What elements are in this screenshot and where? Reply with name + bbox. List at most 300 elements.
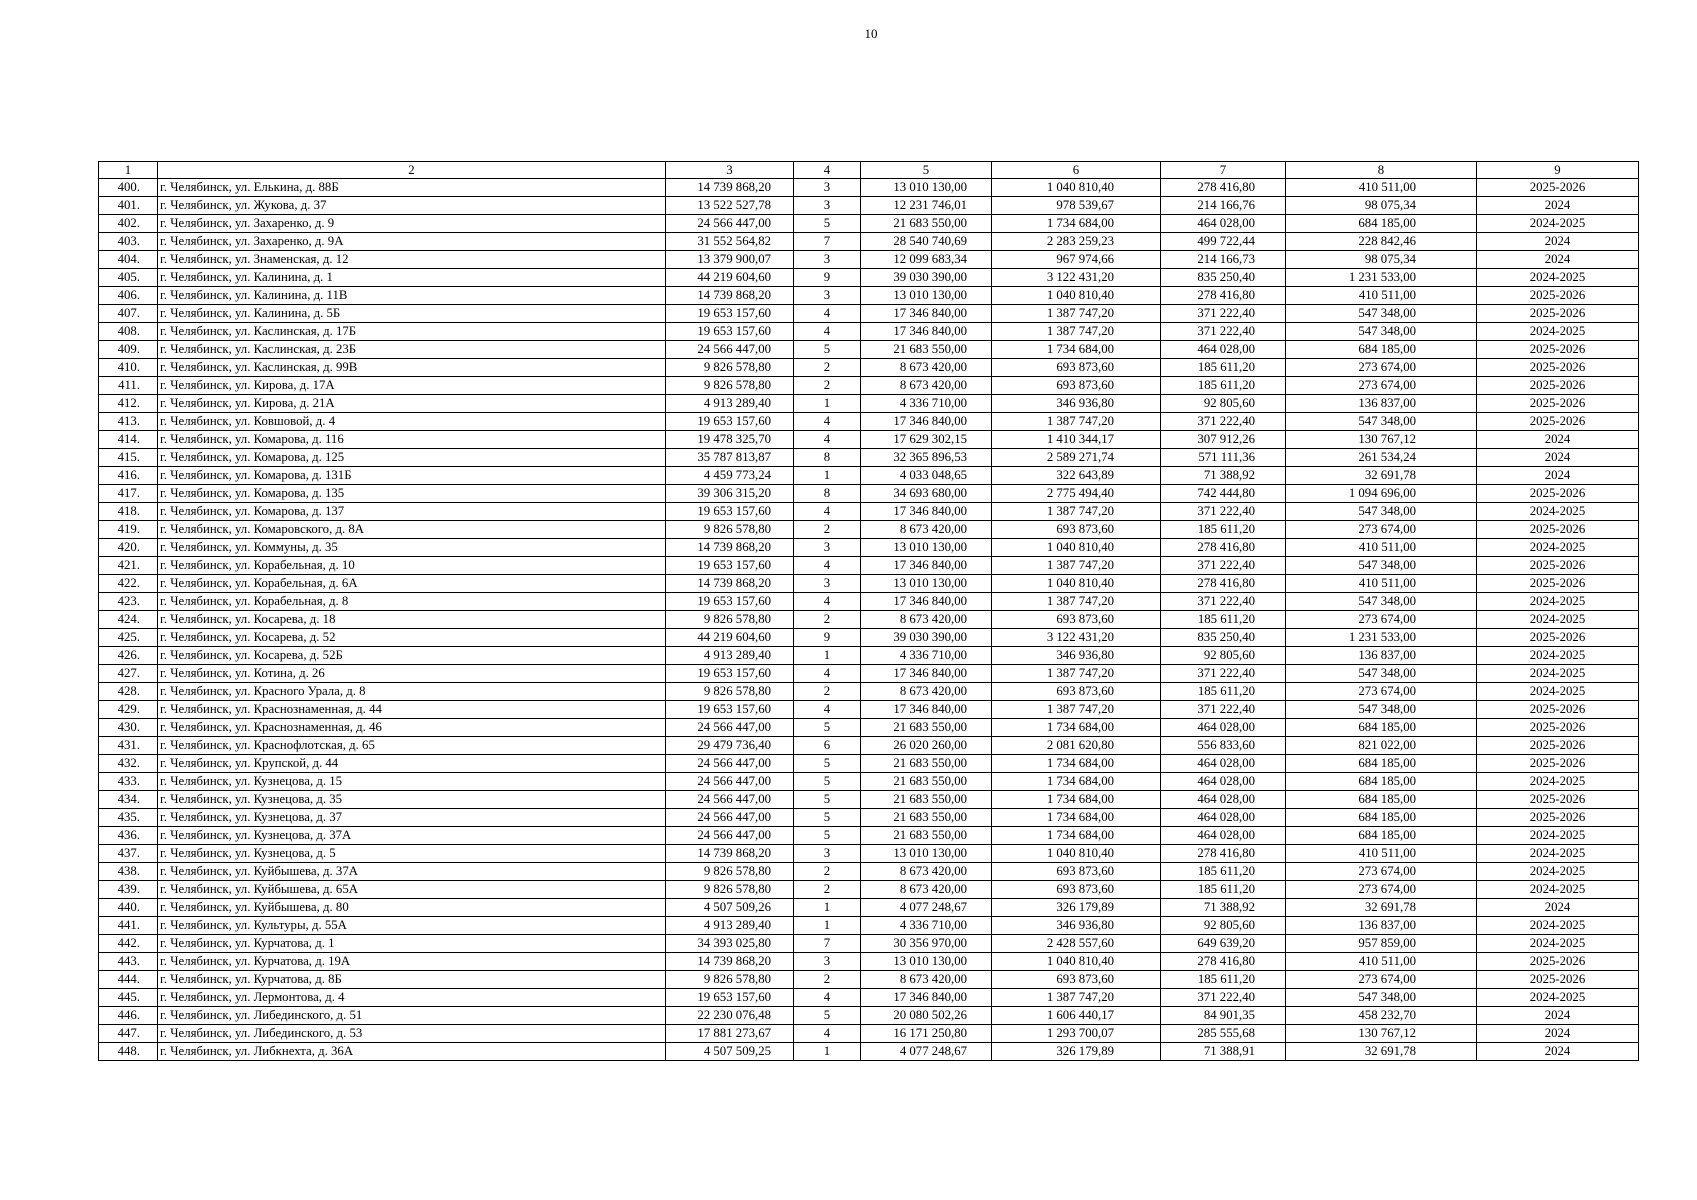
col4-cell: 5	[794, 755, 861, 773]
address-cell: г. Челябинск, ул. Захаренко, д. 9	[158, 215, 666, 233]
col7-cell: 92 805,60	[1161, 647, 1286, 665]
address-cell: г. Челябинск, ул. Кузнецова, д. 5	[158, 845, 666, 863]
table-row	[99, 611, 1639, 629]
col5-cell: 17 346 840,00	[861, 665, 992, 683]
row-number-cell: 411.	[99, 377, 158, 395]
table-row	[99, 899, 1639, 917]
col5-cell: 21 683 550,00	[861, 827, 992, 845]
col8-cell: 273 674,00	[1286, 863, 1477, 881]
col4-cell: 1	[794, 395, 861, 413]
period-cell: 2025-2026	[1477, 341, 1639, 359]
col5-cell: 4 077 248,67	[861, 1043, 992, 1061]
col8-cell: 130 767,12	[1286, 1025, 1477, 1043]
address-cell: г. Челябинск, ул. Каслинская, д. 99В	[158, 359, 666, 377]
row-number-cell: 419.	[99, 521, 158, 539]
address-cell: г. Челябинск, ул. Куйбышева, д. 80	[158, 899, 666, 917]
col7-cell: 71 388,92	[1161, 899, 1286, 917]
col3-cell: 44 219 604,60	[666, 629, 794, 647]
address-cell: г. Челябинск, ул. Жукова, д. 37	[158, 197, 666, 215]
col6-cell: 2 589 271,74	[992, 449, 1161, 467]
col5-cell: 8 673 420,00	[861, 863, 992, 881]
col3-cell: 44 219 604,60	[666, 269, 794, 287]
col4-cell: 4	[794, 701, 861, 719]
col3-cell: 14 739 868,20	[666, 575, 794, 593]
col5-cell: 13 010 130,00	[861, 287, 992, 305]
col6-cell: 1 387 747,20	[992, 413, 1161, 431]
address-cell: г. Челябинск, ул. Коммуны, д. 35	[158, 539, 666, 557]
table-row	[99, 431, 1639, 449]
header-cell: 3	[666, 162, 794, 179]
col3-cell: 24 566 447,00	[666, 341, 794, 359]
address-cell: г. Челябинск, ул. Либкнехта, д. 36А	[158, 1043, 666, 1061]
col5-cell: 17 346 840,00	[861, 323, 992, 341]
col5-cell: 12 231 746,01	[861, 197, 992, 215]
col5-cell: 21 683 550,00	[861, 341, 992, 359]
period-cell: 2024-2025	[1477, 881, 1639, 899]
table-row	[99, 629, 1639, 647]
col3-cell: 9 826 578,80	[666, 377, 794, 395]
col4-cell: 7	[794, 935, 861, 953]
col6-cell: 1 387 747,20	[992, 665, 1161, 683]
table-row	[99, 755, 1639, 773]
col8-cell: 957 859,00	[1286, 935, 1477, 953]
col4-cell: 1	[794, 899, 861, 917]
col6-cell: 1 040 810,40	[992, 287, 1161, 305]
col8-cell: 684 185,00	[1286, 719, 1477, 737]
col5-cell: 13 010 130,00	[861, 845, 992, 863]
period-cell: 2025-2026	[1477, 791, 1639, 809]
col8-cell: 547 348,00	[1286, 557, 1477, 575]
table-row	[99, 845, 1639, 863]
table-row	[99, 863, 1639, 881]
col5-cell: 21 683 550,00	[861, 791, 992, 809]
col3-cell: 19 653 157,60	[666, 701, 794, 719]
col6-cell: 1 410 344,17	[992, 431, 1161, 449]
col6-cell: 346 936,80	[992, 395, 1161, 413]
col5-cell: 17 346 840,00	[861, 989, 992, 1007]
table-row	[99, 971, 1639, 989]
col3-cell: 19 653 157,60	[666, 503, 794, 521]
table-row	[99, 719, 1639, 737]
col8-cell: 32 691,78	[1286, 899, 1477, 917]
col8-cell: 684 185,00	[1286, 809, 1477, 827]
col7-cell: 71 388,91	[1161, 1043, 1286, 1061]
row-number-cell: 403.	[99, 233, 158, 251]
col7-cell: 307 912,26	[1161, 431, 1286, 449]
address-cell: г. Челябинск, ул. Каслинская, д. 17Б	[158, 323, 666, 341]
col5-cell: 21 683 550,00	[861, 773, 992, 791]
col4-cell: 3	[794, 197, 861, 215]
header-cell: 7	[1161, 162, 1286, 179]
table-row	[99, 215, 1639, 233]
table-row	[99, 665, 1639, 683]
col3-cell: 4 459 773,24	[666, 467, 794, 485]
col4-cell: 4	[794, 323, 861, 341]
col7-cell: 185 611,20	[1161, 611, 1286, 629]
col8-cell: 32 691,78	[1286, 467, 1477, 485]
row-number-cell: 441.	[99, 917, 158, 935]
row-number-cell: 448.	[99, 1043, 158, 1061]
header-cell: 1	[99, 162, 158, 179]
table-row	[99, 287, 1639, 305]
col3-cell: 9 826 578,80	[666, 863, 794, 881]
col3-cell: 14 739 868,20	[666, 179, 794, 197]
row-number-cell: 426.	[99, 647, 158, 665]
col7-cell: 556 833,60	[1161, 737, 1286, 755]
col3-cell: 9 826 578,80	[666, 881, 794, 899]
col6-cell: 1 387 747,20	[992, 701, 1161, 719]
col5-cell: 17 346 840,00	[861, 593, 992, 611]
col3-cell: 19 653 157,60	[666, 665, 794, 683]
col8-cell: 273 674,00	[1286, 683, 1477, 701]
col4-cell: 2	[794, 971, 861, 989]
col8-cell: 821 022,00	[1286, 737, 1477, 755]
col6-cell: 967 974,66	[992, 251, 1161, 269]
table-row	[99, 467, 1639, 485]
col7-cell: 835 250,40	[1161, 629, 1286, 647]
col4-cell: 7	[794, 233, 861, 251]
row-number-cell: 445.	[99, 989, 158, 1007]
col4-cell: 4	[794, 989, 861, 1007]
col8-cell: 136 837,00	[1286, 395, 1477, 413]
period-cell: 2024-2025	[1477, 593, 1639, 611]
col5-cell: 8 673 420,00	[861, 971, 992, 989]
address-cell: г. Челябинск, ул. Комарова, д. 137	[158, 503, 666, 521]
row-number-cell: 428.	[99, 683, 158, 701]
col7-cell: 185 611,20	[1161, 521, 1286, 539]
period-cell: 2025-2026	[1477, 179, 1639, 197]
col6-cell: 2 081 620,80	[992, 737, 1161, 755]
col3-cell: 13 379 900,07	[666, 251, 794, 269]
col8-cell: 684 185,00	[1286, 827, 1477, 845]
col7-cell: 649 639,20	[1161, 935, 1286, 953]
col4-cell: 2	[794, 683, 861, 701]
col7-cell: 185 611,20	[1161, 863, 1286, 881]
col4-cell: 2	[794, 863, 861, 881]
col4-cell: 2	[794, 881, 861, 899]
row-number-cell: 408.	[99, 323, 158, 341]
col4-cell: 3	[794, 251, 861, 269]
col6-cell: 1 387 747,20	[992, 503, 1161, 521]
col7-cell: 278 416,80	[1161, 953, 1286, 971]
row-number-cell: 442.	[99, 935, 158, 953]
col3-cell: 14 739 868,20	[666, 539, 794, 557]
col5-cell: 4 077 248,67	[861, 899, 992, 917]
col8-cell: 458 232,70	[1286, 1007, 1477, 1025]
table-row	[99, 395, 1639, 413]
col8-cell: 1 231 533,00	[1286, 269, 1477, 287]
col6-cell: 1 734 684,00	[992, 755, 1161, 773]
period-cell: 2024	[1477, 197, 1639, 215]
period-cell: 2024-2025	[1477, 503, 1639, 521]
address-cell: г. Челябинск, ул. Ковшовой, д. 4	[158, 413, 666, 431]
col3-cell: 24 566 447,00	[666, 755, 794, 773]
col6-cell: 1 387 747,20	[992, 989, 1161, 1007]
col5-cell: 13 010 130,00	[861, 953, 992, 971]
col8-cell: 228 842,46	[1286, 233, 1477, 251]
col5-cell: 21 683 550,00	[861, 755, 992, 773]
col5-cell: 21 683 550,00	[861, 215, 992, 233]
period-cell: 2024-2025	[1477, 647, 1639, 665]
col5-cell: 13 010 130,00	[861, 575, 992, 593]
col3-cell: 9 826 578,80	[666, 683, 794, 701]
col6-cell: 2 283 259,23	[992, 233, 1161, 251]
table-row	[99, 809, 1639, 827]
address-cell: г. Челябинск, ул. Курчатова, д. 19А	[158, 953, 666, 971]
period-cell: 2025-2026	[1477, 521, 1639, 539]
period-cell: 2024-2025	[1477, 935, 1639, 953]
row-number-cell: 415.	[99, 449, 158, 467]
col7-cell: 185 611,20	[1161, 971, 1286, 989]
col4-cell: 3	[794, 845, 861, 863]
address-cell: г. Челябинск, ул. Красного Урала, д. 8	[158, 683, 666, 701]
col4-cell: 3	[794, 179, 861, 197]
col3-cell: 13 522 527,78	[666, 197, 794, 215]
col8-cell: 410 511,00	[1286, 287, 1477, 305]
table-row	[99, 233, 1639, 251]
col5-cell: 8 673 420,00	[861, 611, 992, 629]
col5-cell: 26 020 260,00	[861, 737, 992, 755]
row-number-cell: 446.	[99, 1007, 158, 1025]
col3-cell: 19 478 325,70	[666, 431, 794, 449]
col5-cell: 39 030 390,00	[861, 629, 992, 647]
period-cell: 2024-2025	[1477, 989, 1639, 1007]
period-cell: 2025-2026	[1477, 755, 1639, 773]
col4-cell: 5	[794, 773, 861, 791]
col7-cell: 464 028,00	[1161, 791, 1286, 809]
col8-cell: 547 348,00	[1286, 323, 1477, 341]
col8-cell: 136 837,00	[1286, 647, 1477, 665]
period-cell: 2025-2026	[1477, 719, 1639, 737]
row-number-cell: 432.	[99, 755, 158, 773]
col5-cell: 4 336 710,00	[861, 647, 992, 665]
row-number-cell: 406.	[99, 287, 158, 305]
col6-cell: 693 873,60	[992, 863, 1161, 881]
address-cell: г. Челябинск, ул. Захаренко, д. 9А	[158, 233, 666, 251]
col3-cell: 17 881 273,67	[666, 1025, 794, 1043]
col8-cell: 273 674,00	[1286, 377, 1477, 395]
col4-cell: 5	[794, 719, 861, 737]
period-cell: 2024	[1477, 449, 1639, 467]
address-cell: г. Челябинск, ул. Калинина, д. 5Б	[158, 305, 666, 323]
col6-cell: 693 873,60	[992, 359, 1161, 377]
col8-cell: 547 348,00	[1286, 989, 1477, 1007]
table-row	[99, 557, 1639, 575]
header-cell: 8	[1286, 162, 1477, 179]
col7-cell: 464 028,00	[1161, 827, 1286, 845]
table-row	[99, 917, 1639, 935]
col3-cell: 4 507 509,25	[666, 1043, 794, 1061]
row-number-cell: 420.	[99, 539, 158, 557]
address-cell: г. Челябинск, ул. Комарова, д. 116	[158, 431, 666, 449]
row-number-cell: 430.	[99, 719, 158, 737]
col3-cell: 14 739 868,20	[666, 845, 794, 863]
col7-cell: 371 222,40	[1161, 593, 1286, 611]
row-number-cell: 443.	[99, 953, 158, 971]
period-cell: 2025-2026	[1477, 971, 1639, 989]
col5-cell: 17 346 840,00	[861, 305, 992, 323]
col6-cell: 1 040 810,40	[992, 575, 1161, 593]
period-cell: 2024	[1477, 1007, 1639, 1025]
col8-cell: 410 511,00	[1286, 539, 1477, 557]
col4-cell: 4	[794, 431, 861, 449]
address-cell: г. Челябинск, ул. Культуры, д. 55А	[158, 917, 666, 935]
address-cell: г. Челябинск, ул. Кузнецова, д. 37А	[158, 827, 666, 845]
col6-cell: 693 873,60	[992, 521, 1161, 539]
col5-cell: 4 336 710,00	[861, 395, 992, 413]
table-row	[99, 701, 1639, 719]
table-body	[99, 162, 1639, 1061]
row-number-cell: 407.	[99, 305, 158, 323]
address-cell: г. Челябинск, ул. Калинина, д. 1	[158, 269, 666, 287]
col5-cell: 4 336 710,00	[861, 917, 992, 935]
col4-cell: 9	[794, 629, 861, 647]
col3-cell: 4 913 289,40	[666, 395, 794, 413]
col7-cell: 499 722,44	[1161, 233, 1286, 251]
col8-cell: 547 348,00	[1286, 305, 1477, 323]
col4-cell: 3	[794, 539, 861, 557]
address-cell: г. Челябинск, ул. Косарева, д. 52Б	[158, 647, 666, 665]
address-cell: г. Челябинск, ул. Крупской, д. 44	[158, 755, 666, 773]
row-number-cell: 414.	[99, 431, 158, 449]
table-row	[99, 179, 1639, 197]
col8-cell: 410 511,00	[1286, 953, 1477, 971]
col3-cell: 31 552 564,82	[666, 233, 794, 251]
col6-cell: 1 040 810,40	[992, 179, 1161, 197]
address-cell: г. Челябинск, ул. Либединского, д. 51	[158, 1007, 666, 1025]
col7-cell: 371 222,40	[1161, 989, 1286, 1007]
col4-cell: 5	[794, 791, 861, 809]
col4-cell: 5	[794, 809, 861, 827]
table-row	[99, 575, 1639, 593]
col7-cell: 92 805,60	[1161, 917, 1286, 935]
table-row	[99, 305, 1639, 323]
address-cell: г. Челябинск, ул. Лермонтова, д. 4	[158, 989, 666, 1007]
col3-cell: 9 826 578,80	[666, 521, 794, 539]
col7-cell: 371 222,40	[1161, 701, 1286, 719]
col7-cell: 464 028,00	[1161, 215, 1286, 233]
col3-cell: 24 566 447,00	[666, 827, 794, 845]
col6-cell: 1 387 747,20	[992, 593, 1161, 611]
row-number-cell: 439.	[99, 881, 158, 899]
col5-cell: 8 673 420,00	[861, 881, 992, 899]
col5-cell: 17 346 840,00	[861, 413, 992, 431]
col7-cell: 71 388,92	[1161, 467, 1286, 485]
col4-cell: 5	[794, 215, 861, 233]
col6-cell: 2 428 557,60	[992, 935, 1161, 953]
col4-cell: 3	[794, 575, 861, 593]
period-cell: 2024-2025	[1477, 863, 1639, 881]
col3-cell: 29 479 736,40	[666, 737, 794, 755]
period-cell: 2024-2025	[1477, 917, 1639, 935]
period-cell: 2024	[1477, 1025, 1639, 1043]
row-number-cell: 412.	[99, 395, 158, 413]
address-cell: г. Челябинск, ул. Курчатова, д. 1	[158, 935, 666, 953]
col4-cell: 4	[794, 1025, 861, 1043]
col8-cell: 684 185,00	[1286, 215, 1477, 233]
period-cell: 2024	[1477, 1043, 1639, 1061]
row-number-cell: 416.	[99, 467, 158, 485]
col4-cell: 1	[794, 917, 861, 935]
period-cell: 2024	[1477, 251, 1639, 269]
row-number-cell: 435.	[99, 809, 158, 827]
col5-cell: 32 365 896,53	[861, 449, 992, 467]
col8-cell: 547 348,00	[1286, 593, 1477, 611]
col4-cell: 5	[794, 827, 861, 845]
address-cell: г. Челябинск, ул. Комарова, д. 135	[158, 485, 666, 503]
row-number-cell: 418.	[99, 503, 158, 521]
col7-cell: 371 222,40	[1161, 503, 1286, 521]
col7-cell: 278 416,80	[1161, 575, 1286, 593]
col7-cell: 371 222,40	[1161, 665, 1286, 683]
col5-cell: 17 629 302,15	[861, 431, 992, 449]
row-number-cell: 417.	[99, 485, 158, 503]
address-cell: г. Челябинск, ул. Косарева, д. 52	[158, 629, 666, 647]
address-cell: г. Челябинск, ул. Комаровского, д. 8А	[158, 521, 666, 539]
col4-cell: 1	[794, 467, 861, 485]
row-number-cell: 440.	[99, 899, 158, 917]
table-row	[99, 773, 1639, 791]
col8-cell: 547 348,00	[1286, 665, 1477, 683]
address-cell: г. Челябинск, ул. Котина, д. 26	[158, 665, 666, 683]
period-cell: 2025-2026	[1477, 305, 1639, 323]
col4-cell: 6	[794, 737, 861, 755]
table-row	[99, 647, 1639, 665]
table-row	[99, 485, 1639, 503]
col3-cell: 22 230 076,48	[666, 1007, 794, 1025]
col4-cell: 2	[794, 359, 861, 377]
period-cell: 2024-2025	[1477, 539, 1639, 557]
col5-cell: 21 683 550,00	[861, 809, 992, 827]
col6-cell: 1 387 747,20	[992, 557, 1161, 575]
col3-cell: 24 566 447,00	[666, 773, 794, 791]
period-cell: 2025-2026	[1477, 701, 1639, 719]
col7-cell: 214 166,76	[1161, 197, 1286, 215]
address-cell: г. Челябинск, ул. Кирова, д. 17А	[158, 377, 666, 395]
col8-cell: 1 094 696,00	[1286, 485, 1477, 503]
period-cell: 2025-2026	[1477, 413, 1639, 431]
col7-cell: 835 250,40	[1161, 269, 1286, 287]
col3-cell: 9 826 578,80	[666, 971, 794, 989]
row-number-cell: 410.	[99, 359, 158, 377]
table-row	[99, 341, 1639, 359]
col6-cell: 1 734 684,00	[992, 773, 1161, 791]
address-cell: г. Челябинск, ул. Кузнецова, д. 37	[158, 809, 666, 827]
col4-cell: 9	[794, 269, 861, 287]
col5-cell: 16 171 250,80	[861, 1025, 992, 1043]
period-cell: 2024	[1477, 431, 1639, 449]
col3-cell: 24 566 447,00	[666, 719, 794, 737]
col6-cell: 1 387 747,20	[992, 323, 1161, 341]
col5-cell: 17 346 840,00	[861, 557, 992, 575]
col5-cell: 20 080 502,26	[861, 1007, 992, 1025]
col8-cell: 273 674,00	[1286, 359, 1477, 377]
col4-cell: 8	[794, 449, 861, 467]
row-number-cell: 423.	[99, 593, 158, 611]
address-cell: г. Челябинск, ул. Корабельная, д. 10	[158, 557, 666, 575]
table-row	[99, 197, 1639, 215]
col8-cell: 547 348,00	[1286, 503, 1477, 521]
period-cell: 2025-2026	[1477, 377, 1639, 395]
address-cell: г. Челябинск, ул. Краснофлотская, д. 65	[158, 737, 666, 755]
row-number-cell: 429.	[99, 701, 158, 719]
address-cell: г. Челябинск, ул. Краснознаменная, д. 44	[158, 701, 666, 719]
period-cell: 2025-2026	[1477, 485, 1639, 503]
period-cell: 2024-2025	[1477, 269, 1639, 287]
data-table	[98, 161, 1639, 1061]
row-number-cell: 424.	[99, 611, 158, 629]
col3-cell: 4 913 289,40	[666, 917, 794, 935]
